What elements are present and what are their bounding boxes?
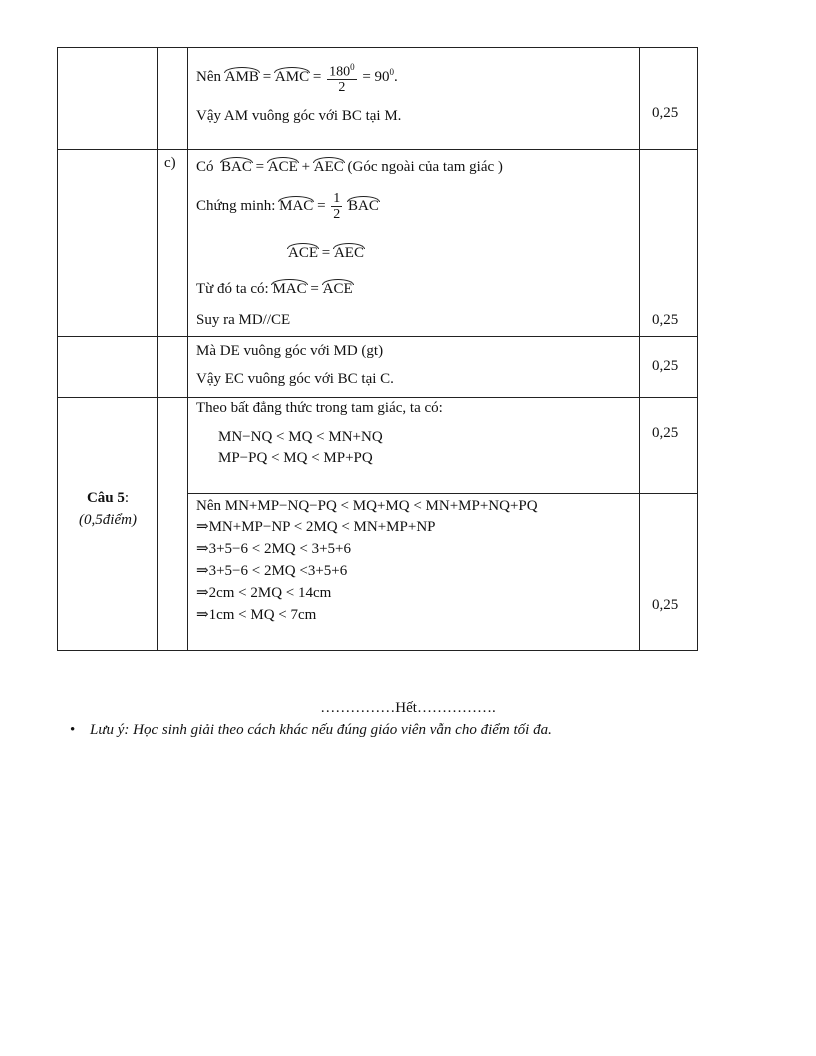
part-cell <box>158 337 188 398</box>
part-cell <box>158 150 188 337</box>
fraction-180-over-2: $\frac{180^0}{2}$ <box>329 61 355 96</box>
part-cell <box>158 48 188 150</box>
inequality-line: ⇒MN+MP−NP < 2MQ < MN+MP+NP <box>196 519 436 535</box>
end-marker: ……………Hết……………. <box>320 700 496 716</box>
text-line: Mà DE vuông góc với MD (gt) <box>196 343 384 359</box>
solution-cell <box>188 398 640 494</box>
inequality-line: ⇒1cm < MQ < 7cm <box>196 607 317 623</box>
score-value: 0,25 <box>652 597 679 613</box>
angle-amc: AMC <box>275 65 309 85</box>
question-cell <box>58 337 158 398</box>
angle-equation-line: Nên AMB = AMC = $\frac{180^0}{2}$ = $90^0$. <box>196 61 398 96</box>
table-row <box>58 48 698 150</box>
angle-amb: AMB <box>225 65 259 85</box>
score-value: 0,25 <box>652 358 679 374</box>
question-title: Câu 5: <box>86 490 130 506</box>
score-cell <box>640 398 698 494</box>
footnote-text: Lưu ý: Học sinh giải theo cách khác nếu đúng giáo viên vẫn cho điểm tối đa. <box>90 722 552 738</box>
score-value: 0,25 <box>652 425 679 441</box>
solution-cell <box>188 150 640 337</box>
score-value: 0,25 <box>652 105 679 121</box>
question-label-cell <box>58 398 158 651</box>
question-points: (0,5điểm) <box>79 512 137 528</box>
inequality-line: ⇒3+5−6 < 2MQ <3+5+6 <box>196 563 348 579</box>
solution-cell <box>188 337 640 398</box>
table-row <box>58 150 698 337</box>
bullet-icon: • <box>70 722 76 738</box>
text-line: Vậy EC vuông góc với BC tại C. <box>196 371 394 387</box>
grading-table <box>57 47 698 651</box>
score-cell <box>640 337 698 398</box>
inequality-line: MP−PQ < MQ < MP+PQ <box>218 450 373 466</box>
solution-cell <box>188 48 640 150</box>
conclusion-line: Vậy AM vuông góc với BC tại M. <box>196 108 402 124</box>
score-cell <box>640 494 698 651</box>
angle-equality-line: ACE = AEC <box>288 241 364 262</box>
table-row <box>58 337 698 398</box>
proof-line: Chứng minh: MAC = $\frac{1}{2}$ BAC <box>196 191 379 223</box>
table-row <box>58 398 698 494</box>
solution-cell <box>188 494 640 651</box>
score-value: 0,25 <box>652 312 679 328</box>
part-label: c) <box>164 155 176 171</box>
fraction-one-half: $\frac{1}{2}$ <box>333 191 341 223</box>
question-cell <box>58 150 158 337</box>
inequality-line: Nên MN+MP−NQ−PQ < MQ+MQ < MN+MP+NQ+PQ <box>196 498 538 514</box>
text-line: Theo bất đẳng thức trong tam giác, ta có: <box>196 400 443 416</box>
score-cell <box>640 150 698 337</box>
footnote <box>70 720 552 740</box>
inequality-line: ⇒2cm < 2MQ < 14cm <box>196 585 332 601</box>
question-cell <box>58 48 158 150</box>
exterior-angle-line: Có BAC = ACE + AEC (Góc ngoài của tam giác ) <box>196 155 503 176</box>
part-cell <box>158 398 188 651</box>
parallel-line: Suy ra MD//CE <box>196 312 291 328</box>
score-cell <box>640 48 698 150</box>
inequality-line: MN−NQ < MQ < MN+NQ <box>218 429 383 445</box>
inequality-line: ⇒3+5−6 < 2MQ < 3+5+6 <box>196 541 351 557</box>
deduction-line: Từ đó ta có: MAC = ACE <box>196 277 353 298</box>
